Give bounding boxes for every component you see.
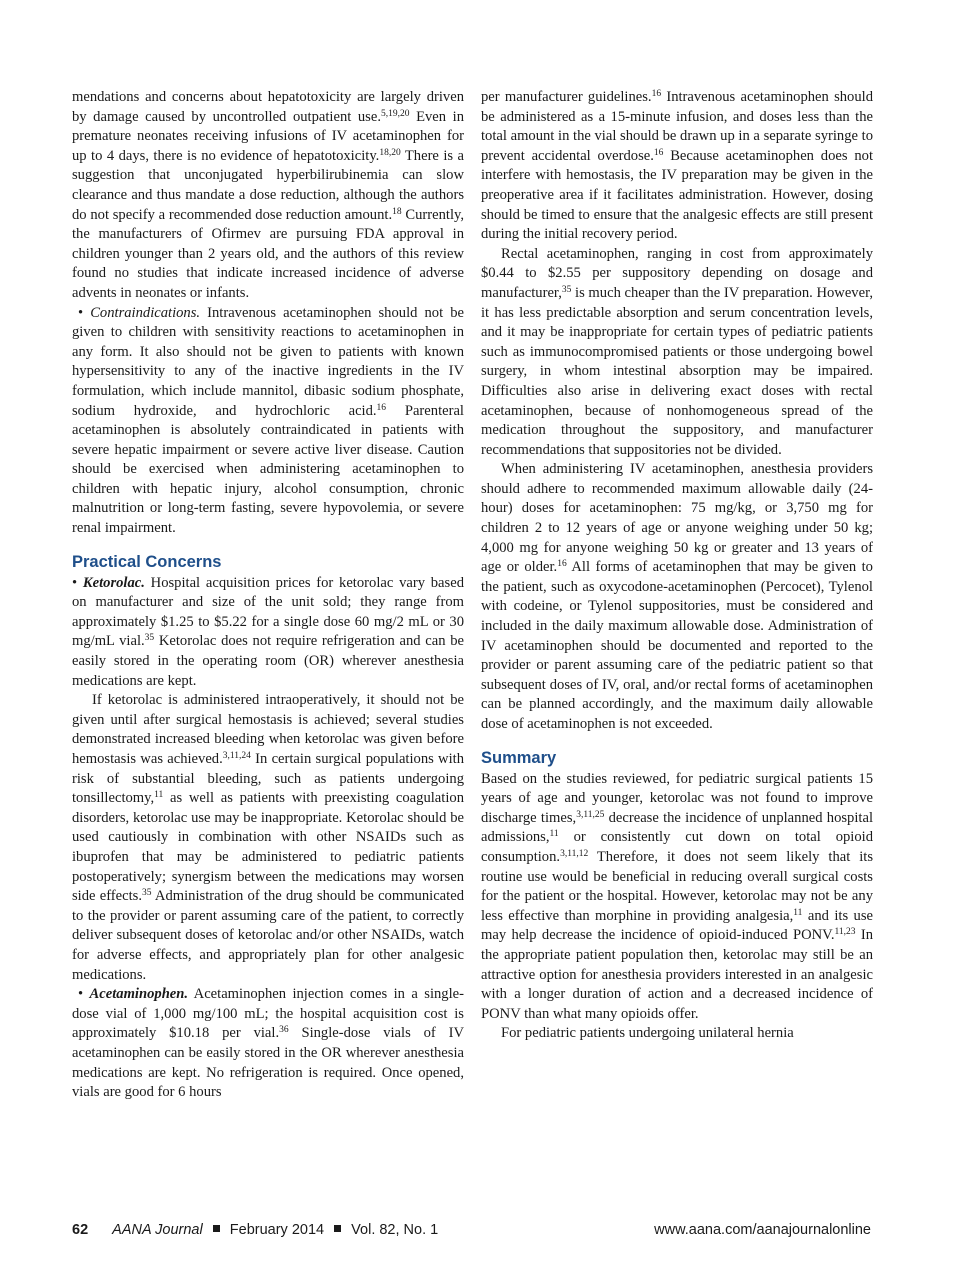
citation: 36	[279, 1025, 289, 1036]
citation: 3,11,25	[576, 809, 605, 820]
bullet-label: Ketorolac.	[82, 574, 145, 591]
paragraph-ketorolac: • Ketorolac. Hospital acquisition prices for ketorolac vary based on manufacturer and size of the unit sold; they range from approximately $1.25 to $5.22 for a single dose 60 mg/2 mL or 30 mg/mL vial.$^{35}$ Ketorolac does not require refrigeration and can be easily stored in the operating room (OR) wherever anesthesia medications are kept.	[72, 574, 464, 689]
paragraph: mendations and concerns about hepatotoxicity are largely driven by damage caused by uncontrolled outpatient use.$^{5,19,20}$ Even in premature neonates receiving infusions of IV acetaminophen for up to 4 days, there is no evidence of hepatotoxicity.$^{18,20}$ There is a suggestion that unconjugated hyperbilirubinemia can slow clearance and thus mandate a dose reduction, although the authors do not specify a recommended dose reduction amount.$^{18}$ Currently, the manufacturers of Ofirmev are pursuing FDA approval in children younger than 2 years old, and the authors of this review found no studies that indicate increased incidence of adverse advents in neonates or infants.	[72, 89, 465, 301]
citation: 11	[793, 907, 803, 918]
paragraph-acetaminophen: • Acetaminophen. Acetaminophen injection comes in a single-dose vial of 1,000 mg/100 mL; the hospital acquisition cost is approximately $10.18 per vial.$^{36}$ Single-dose vials of IV acetaminophen can be easily stored in the OR wherever anesthesia medications are kept. No refrigeration is required. Once opened, vials are good for 6 hours	[72, 986, 465, 1101]
paragraph: When administering IV acetaminophen, anesthesia providers should adhere to recommended maximum allowable daily (24-hour) doses for acetaminophen: 75 mg/kg, or 3,750 mg for children 2 to 12 years of age or anyone weighing under 50 kg; 4,000 mg for anyone weighing 50 kg or greater and 13 years of age or older.$^{16}$ All forms of acetaminophen that may be given to the patient, such as oxycodone-acetaminophen (Percocet), Tylenol with codeine, or Tylenol suppositories, must be considered and included in the daily maximum allowable dose. Administration of IV acetaminophen should be documented and reported to the provider or parent assuming care of the pediatric patient so that subsequent doses of IV, oral, and/or rectal forms of acetaminophen can be planned accordingly, and the maximum daily allowable dose of acetaminophen is not exceeded.	[481, 461, 873, 732]
citation: 35	[561, 284, 572, 295]
paragraph: For pediatric patients undergoing unilateral hernia	[501, 1025, 794, 1042]
paragraph: Rectal acetaminophen, ranging in cost from approximately $0.44 to $2.55 per suppository depending on dosage and manufacturer,$^{35}$ is much cheaper than the IV preparation. However, it has less predictable absorption and serum concentration levels, and it may be inappropriate for certain types of pediatric patients such as immunocompromised patients or those undergoing bowel surgery, in whom intestinal absorption may be impaired. Difficulties also arise in delivering exact doses with rectal acetaminophen, because of nonhomogeneous spread of the medication throughout the suppository, and manufacturer recommendations that suppositories not be divided.	[481, 245, 873, 458]
citation: 16	[376, 402, 387, 413]
bullet-label: Contraindications.	[90, 304, 201, 321]
page-footer	[72, 1222, 871, 1242]
left-column	[72, 88, 464, 1103]
citation: 18	[392, 206, 402, 217]
citation: 11	[154, 790, 164, 801]
citation: 3,11,24	[222, 751, 251, 761]
journal-url: www.aana.com/aanajournalonline	[654, 1222, 871, 1238]
right-column	[481, 88, 873, 1044]
separator-square-icon	[334, 1225, 341, 1232]
citation: 3,11,12	[560, 848, 589, 859]
citation: 11	[549, 829, 559, 840]
section-heading-practical-concerns: Practical Concerns	[72, 552, 222, 571]
citation: 16	[653, 147, 664, 158]
citation: 16	[557, 559, 567, 570]
citation: 35	[144, 633, 155, 644]
section-heading-summary: Summary	[481, 748, 557, 767]
paragraph: Based on the studies reviewed, for pediatric surgical patients 15 years of age and younger, ketorolac was not found to improve discharge times,$^{3,11,25}$ decrease the incidence of unplanned hospital admissions,$^{11}$ or consistently cut down on total opioid consumption.$^{3,11,12}$ Therefore, it does not seem likely that its routine use would be beneficial in reducing overall surgical costs for the patient or the hospital. However, ketorolac may not be any less effective than morphine in providing analgesia,$^{11}$ and its use may help decrease the incidence of opioid-induced PONV.$^{11,23}$ In the appropriate patient population then, ketorolac may still be an attractive option for anesthesia providers interested in an analgesic with a longer duration of action and a decreased incidence of PONV than what many opioids offer.	[481, 770, 874, 1022]
issue-date: February 2014	[229, 1222, 325, 1238]
journal-name: AANA Journal	[112, 1222, 203, 1238]
citation: 11,23	[834, 927, 856, 938]
paragraph: per manufacturer guidelines.$^{16}$ Intravenous acetaminophen should be administered as a 15-minute infusion, and doses less than the total amount in the vial should be drawn up in a separate syringe to prevent accidental overdose.$^{16}$ Because acetaminophen does not interfere with hemostasis, the IV preparation may be given in the preoperative area if it facilitates administration. However, dosing should be timed to ensure that the analgesic effects are still present during the initial recovery period.	[481, 89, 873, 243]
citation: 18,20	[379, 147, 401, 158]
volume-issue: Vol. 82, No. 1	[351, 1222, 439, 1238]
citation: 35	[142, 888, 152, 899]
separator-square-icon	[213, 1225, 220, 1232]
paragraph-contraindications: • Contraindications. Intravenous acetaminophen should not be given to children with sensitivity reactions to acetaminophen in any form. It also should not be given to patients with known hypersensitivity to any of the inactive ingredients in the IV formulation, which include mannitol, dibasic sodium phosphate, sodium hydroxide, and hydrochloric acid.$^{16}$ Parenteral acetaminophen is absolutely contraindicated in patients with severe hepatic impairment or severe active liver disease. Caution should be exercised when administering acetaminophen to children with hepatic injury, alcohol consumption, chronic malnutrition or long-term fasting, severe hypovolemia, or severe renal impairment.	[72, 304, 464, 537]
bullet-label: Acetaminophen.	[89, 986, 189, 1003]
page-number: 62	[72, 1222, 89, 1238]
paragraph: If ketorolac is administered intraoperatively, it should not be given until after surgical hemostasis is achieved; several studies demonstrated increased bleeding when ketorolac was given before hemostasis was achieved.$^{3,11,24}$ In certain surgical populations with risk of substantial bleeding, such as patients undergoing tonsillectomy,$^{11}$ as well as patients with preexisting coagulation disorders, ketorolac use may be inappropriate. Ketorolac should be used cautiously in combination with other NSAIDs such as ibuprofen that may be administered to pediatric patients postoperatively; synergism between the medications may worsen side effects.$^{35}$ Administration of the drug should be communicated to the provider or parent assuming care of the patient, to correctly deliver subsequent doses of ketorolac and/or other NSAIDs, watch for adverse effects, and appropriately plan for other analgesic medications.	[72, 692, 464, 983]
citation: 16	[651, 89, 662, 99]
citation: 5,19,20	[381, 108, 410, 119]
